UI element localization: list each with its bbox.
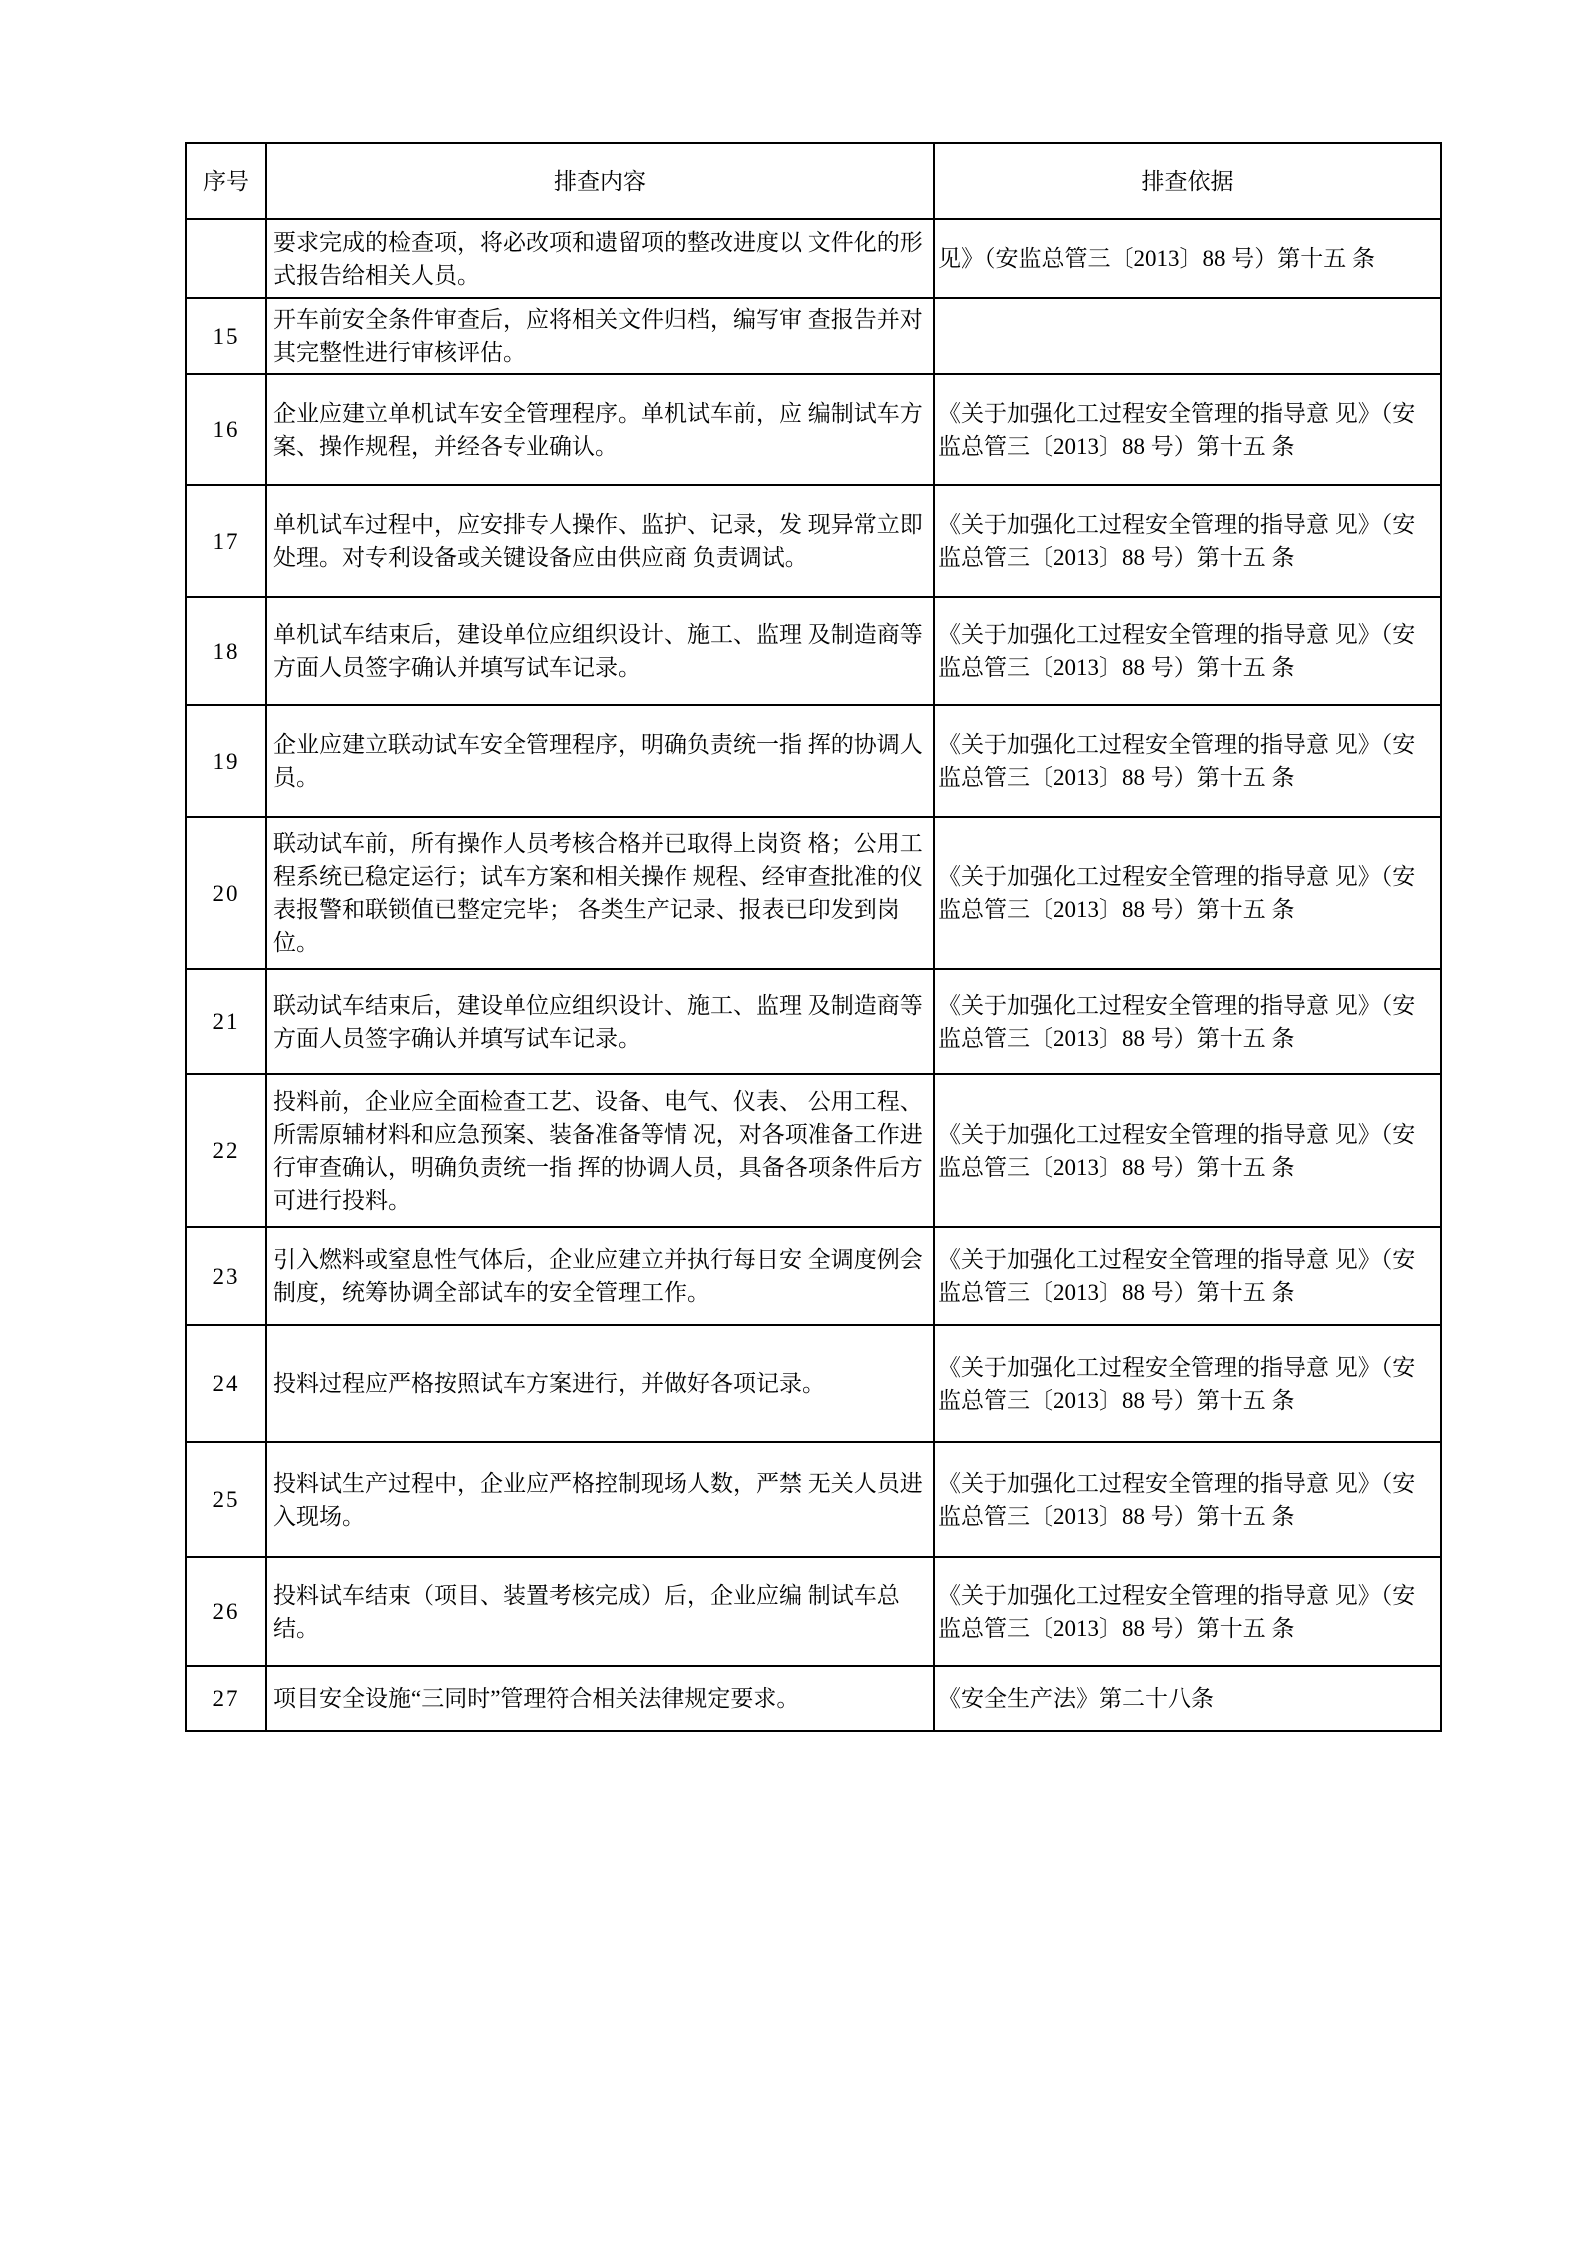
row-basis: 《安全生产法》第二十八条 [934, 1666, 1441, 1731]
row-content: 联动试车结束后，建设单位应组织设计、施工、监理 及制造商等方面人员签字确认并填写试车记录。 [266, 969, 934, 1074]
row-number: 21 [186, 969, 266, 1074]
row-number: 19 [186, 705, 266, 817]
row-basis: 《关于加强化工过程安全管理的指导意 见》（安监总管三〔2013〕88 号）第十五 条 [934, 374, 1441, 485]
row-number: 25 [186, 1442, 266, 1557]
row-basis: 《关于加强化工过程安全管理的指导意 见》（安监总管三〔2013〕88 号）第十五 条 [934, 969, 1441, 1074]
inspection-checklist-table [185, 142, 1442, 1732]
row-basis: 《关于加强化工过程安全管理的指导意 见》（安监总管三〔2013〕88 号）第十五 条 [934, 1325, 1441, 1442]
row-content: 单机试车过程中，应安排专人操作、监护、记录，发 现异常立即处理。对专利设备或关键设备应由供应商 负责调试。 [266, 485, 934, 597]
table-row [186, 1442, 1441, 1557]
header-inspection-basis: 排查依据 [934, 143, 1441, 219]
row-basis: 《关于加强化工过程安全管理的指导意 见》（安监总管三〔2013〕88 号）第十五 条 [934, 1227, 1441, 1325]
row-number: 24 [186, 1325, 266, 1442]
table-row [186, 705, 1441, 817]
table-row [186, 485, 1441, 597]
table-header-row [186, 143, 1441, 219]
row-content: 投料前，企业应全面检查工艺、设备、电气、仪表、 公用工程、所需原辅材料和应急预案、装备准备等情 况，对各项准备工作进行审查确认，明确负责统一指 挥的协调人员，具备各项条件后方可进行投料。 [266, 1074, 934, 1227]
row-number: 16 [186, 374, 266, 485]
row-content: 投料过程应严格按照试车方案进行，并做好各项记录。 [266, 1325, 934, 1442]
row-content: 投料试生产过程中，企业应严格控制现场人数，严禁 无关人员进入现场。 [266, 1442, 934, 1557]
row-content: 投料试车结束（项目、装置考核完成）后，企业应编 制试车总结。 [266, 1557, 934, 1666]
table-row [186, 597, 1441, 705]
row-basis: 《关于加强化工过程安全管理的指导意 见》（安监总管三〔2013〕88 号）第十五 条 [934, 1557, 1441, 1666]
row-number [186, 219, 266, 298]
row-number: 26 [186, 1557, 266, 1666]
row-content: 引入燃料或窒息性气体后，企业应建立并执行每日安 全调度例会制度，统筹协调全部试车的安全管理工作。 [266, 1227, 934, 1325]
row-basis: 《关于加强化工过程安全管理的指导意 见》（安监总管三〔2013〕88 号）第十五 条 [934, 597, 1441, 705]
table-row [186, 1074, 1441, 1227]
row-content: 项目安全设施“三同时”管理符合相关法律规定要求。 [266, 1666, 934, 1731]
row-basis: 《关于加强化工过程安全管理的指导意 见》（安监总管三〔2013〕88 号）第十五 条 [934, 485, 1441, 597]
row-number: 20 [186, 817, 266, 969]
row-basis: 《关于加强化工过程安全管理的指导意 见》（安监总管三〔2013〕88 号）第十五 条 [934, 1442, 1441, 1557]
row-content: 单机试车结束后，建设单位应组织设计、施工、监理 及制造商等方面人员签字确认并填写试车记录。 [266, 597, 934, 705]
table-row [186, 374, 1441, 485]
table-row [186, 1666, 1441, 1731]
row-content: 联动试车前，所有操作人员考核合格并已取得上岗资 格；公用工程系统已稳定运行；试车方案和相关操作 规程、经审查批准的仪表报警和联锁值已整定完毕； 各类生产记录、报表已印发到岗位。 [266, 817, 934, 969]
header-inspection-content: 排查内容 [266, 143, 934, 219]
table-row [186, 1325, 1441, 1442]
table-row [186, 1227, 1441, 1325]
row-basis: 《关于加强化工过程安全管理的指导意 见》（安监总管三〔2013〕88 号）第十五 条 [934, 817, 1441, 969]
row-basis: 见》（安监总管三〔2013〕88 号）第十五 条 [934, 219, 1441, 298]
header-seq-no: 序号 [186, 143, 266, 219]
row-basis: 《关于加强化工过程安全管理的指导意 见》（安监总管三〔2013〕88 号）第十五 条 [934, 705, 1441, 817]
table-row [186, 298, 1441, 374]
table-row [186, 219, 1441, 298]
table-row [186, 1557, 1441, 1666]
row-number: 27 [186, 1666, 266, 1731]
row-number: 18 [186, 597, 266, 705]
row-basis [934, 298, 1441, 374]
row-number: 23 [186, 1227, 266, 1325]
table-row [186, 817, 1441, 969]
row-number: 15 [186, 298, 266, 374]
row-basis: 《关于加强化工过程安全管理的指导意 见》（安监总管三〔2013〕88 号）第十五 条 [934, 1074, 1441, 1227]
row-content: 开车前安全条件审查后，应将相关文件归档，编写审 查报告并对其完整性进行审核评估。 [266, 298, 934, 374]
row-number: 17 [186, 485, 266, 597]
table-row [186, 969, 1441, 1074]
row-content: 企业应建立单机试车安全管理程序。单机试车前，应 编制试车方案、操作规程，并经各专业确认。 [266, 374, 934, 485]
row-content: 要求完成的检查项，将必改项和遗留项的整改进度以 文件化的形式报告给相关人员。 [266, 219, 934, 298]
row-number: 22 [186, 1074, 266, 1227]
row-content: 企业应建立联动试车安全管理程序，明确负责统一指 挥的协调人员。 [266, 705, 934, 817]
